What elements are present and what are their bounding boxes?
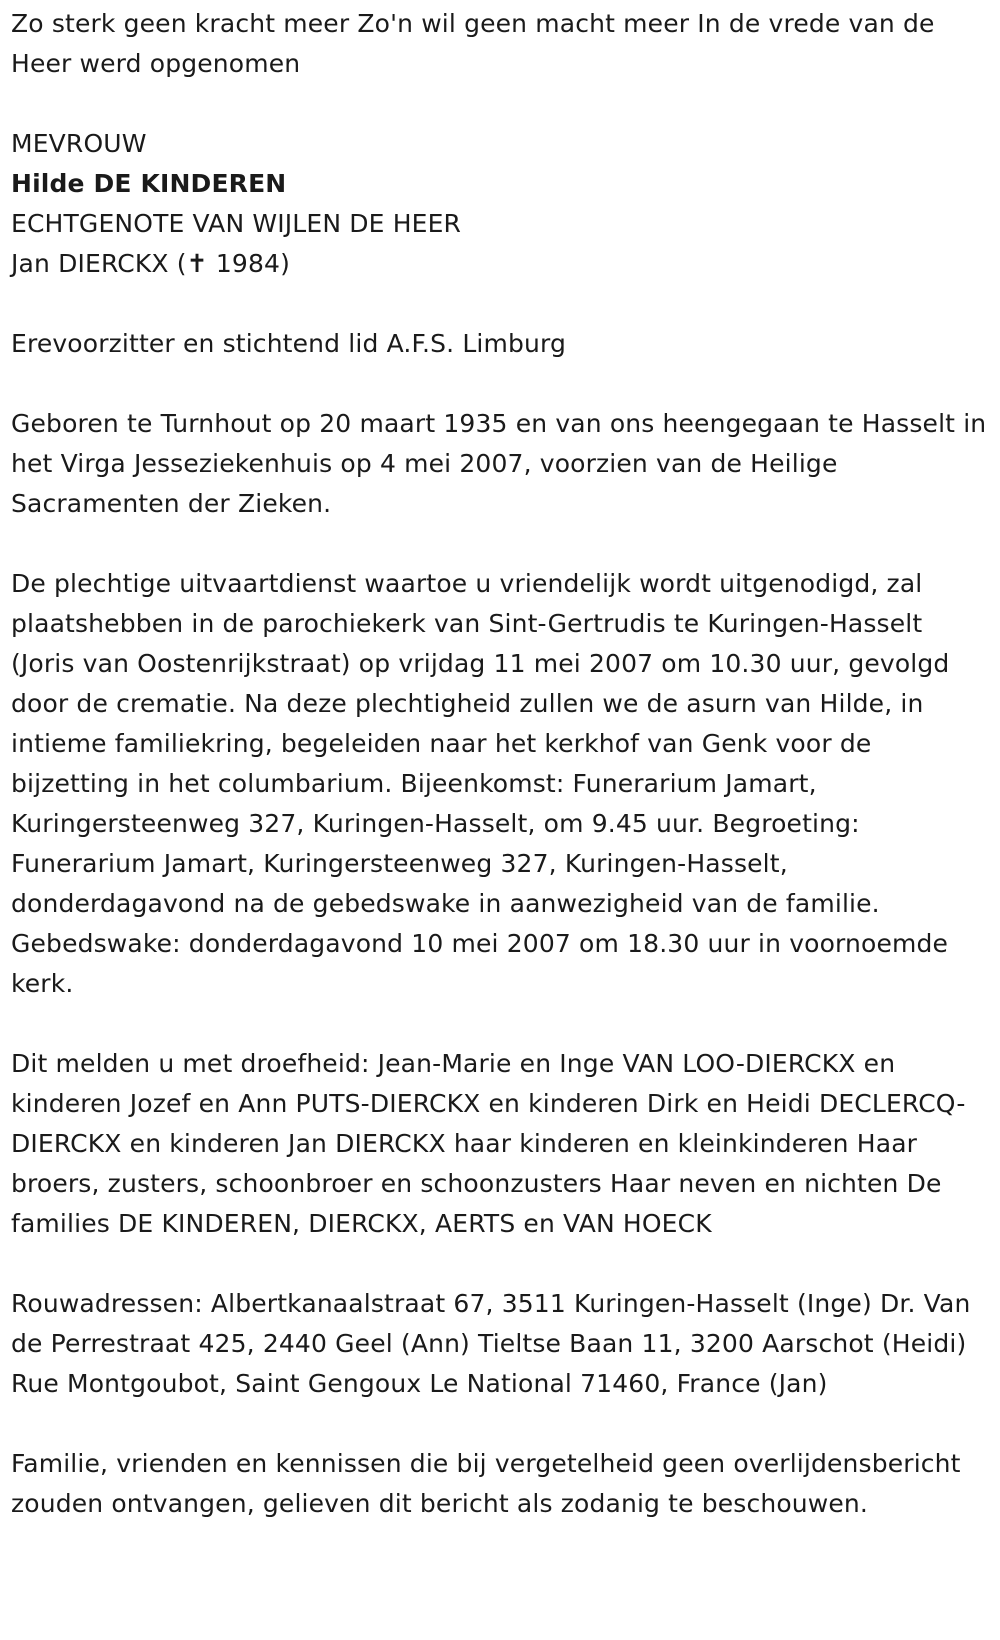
- deceased-name: Hilde DE KINDEREN: [11, 169, 287, 198]
- spacer: [11, 1004, 991, 1044]
- obituary-document: [11, 4, 991, 1524]
- funeral-info-paragraph: De plechtige uitvaartdienst waartoe u vriendelijk wordt uitgenodigd, zal plaatshebben in de parochiekerk van Sint-Gertrudis te Kuringen-Hasselt (Joris van Oostenrijkstraat) op vrijdag 11 mei 2007 om 10.30 uur, gevolgd door de crematie. Na deze plechtigheid zullen we de asurn van Hilde, in intieme familiekring, begeleiden naar het kerkhof van Genk voor de bijzetting in het columbarium. Bijeenkomst: Funerarium Jamart, Kuringersteenweg 327, Kuringen-Hasselt, om 9.45 uur. Begroeting: Funerarium Jamart, Kuringersteenweg 327, Kuringen-Hasselt, donderdagavond na de gebedswake in aanwezigheid van de familie. Gebedswake: donderdagavond 10 mei 2007 om 18.30 uur in voornoemde kerk.: [11, 569, 950, 998]
- spacer: [11, 524, 991, 564]
- spouse-line: [11, 244, 991, 284]
- spacer: [11, 84, 991, 124]
- spacer: [11, 1244, 991, 1284]
- salutation: MEVROUW: [11, 129, 147, 158]
- opening-verse: Zo sterk geen kracht meer Zo'n wil geen macht meer In de vrede van de Heer werd opgenomen: [11, 9, 935, 78]
- family-announcement-paragraph: Dit melden u met droefheid: Jean-Marie en Inge VAN LOO-DIERCKX en kinderen Jozef en Ann PUTS-DIERCKX en kinderen Dirk en Heidi DECLERCQ-DIERCKX en kinderen Jan DIERCKX haar kinderen en kleinkinderen Haar broers, zusters, schoonbroer en schoonzusters Haar neven en nichten De families DE KINDEREN, DIERCKX, AERTS en VAN HOECK: [11, 1049, 966, 1238]
- cross-icon: ✝: [186, 249, 208, 278]
- mourning-addresses-paragraph: Rouwadressen: Albertkanaalstraat 67, 3511 Kuringen-Hasselt (Inge) Dr. Van de Perrestraat 425, 2440 Geel (Ann) Tieltse Baan 11, 3200 Aarschot (Heidi) Rue Montgoubot, Saint Gengoux Le National 71460, France (Jan): [11, 1289, 971, 1398]
- closing-note-paragraph: Familie, vrienden en kennissen die bij vergetelheid geen overlijdensbericht zouden ontvangen, gelieven dit bericht als zodanig te beschouwen.: [11, 1449, 961, 1518]
- spacer: [11, 364, 991, 404]
- birth-death-paragraph: Geboren te Turnhout op 20 maart 1935 en van ons heengegaan te Hasselt in het Virga Jesseziekenhuis op 4 mei 2007, voorzien van de Heilige Sacramenten der Zieken.: [11, 409, 987, 518]
- title-line: Erevoorzitter en stichtend lid A.F.S. Limburg: [11, 329, 567, 358]
- spouse-name: Jan DIERCKX (: [11, 249, 187, 278]
- spacer: [11, 284, 991, 324]
- spouse-death-year: 1984): [215, 249, 291, 278]
- spacer: [11, 1404, 991, 1444]
- spouse-intro: ECHTGENOTE VAN WIJLEN DE HEER: [11, 209, 462, 238]
